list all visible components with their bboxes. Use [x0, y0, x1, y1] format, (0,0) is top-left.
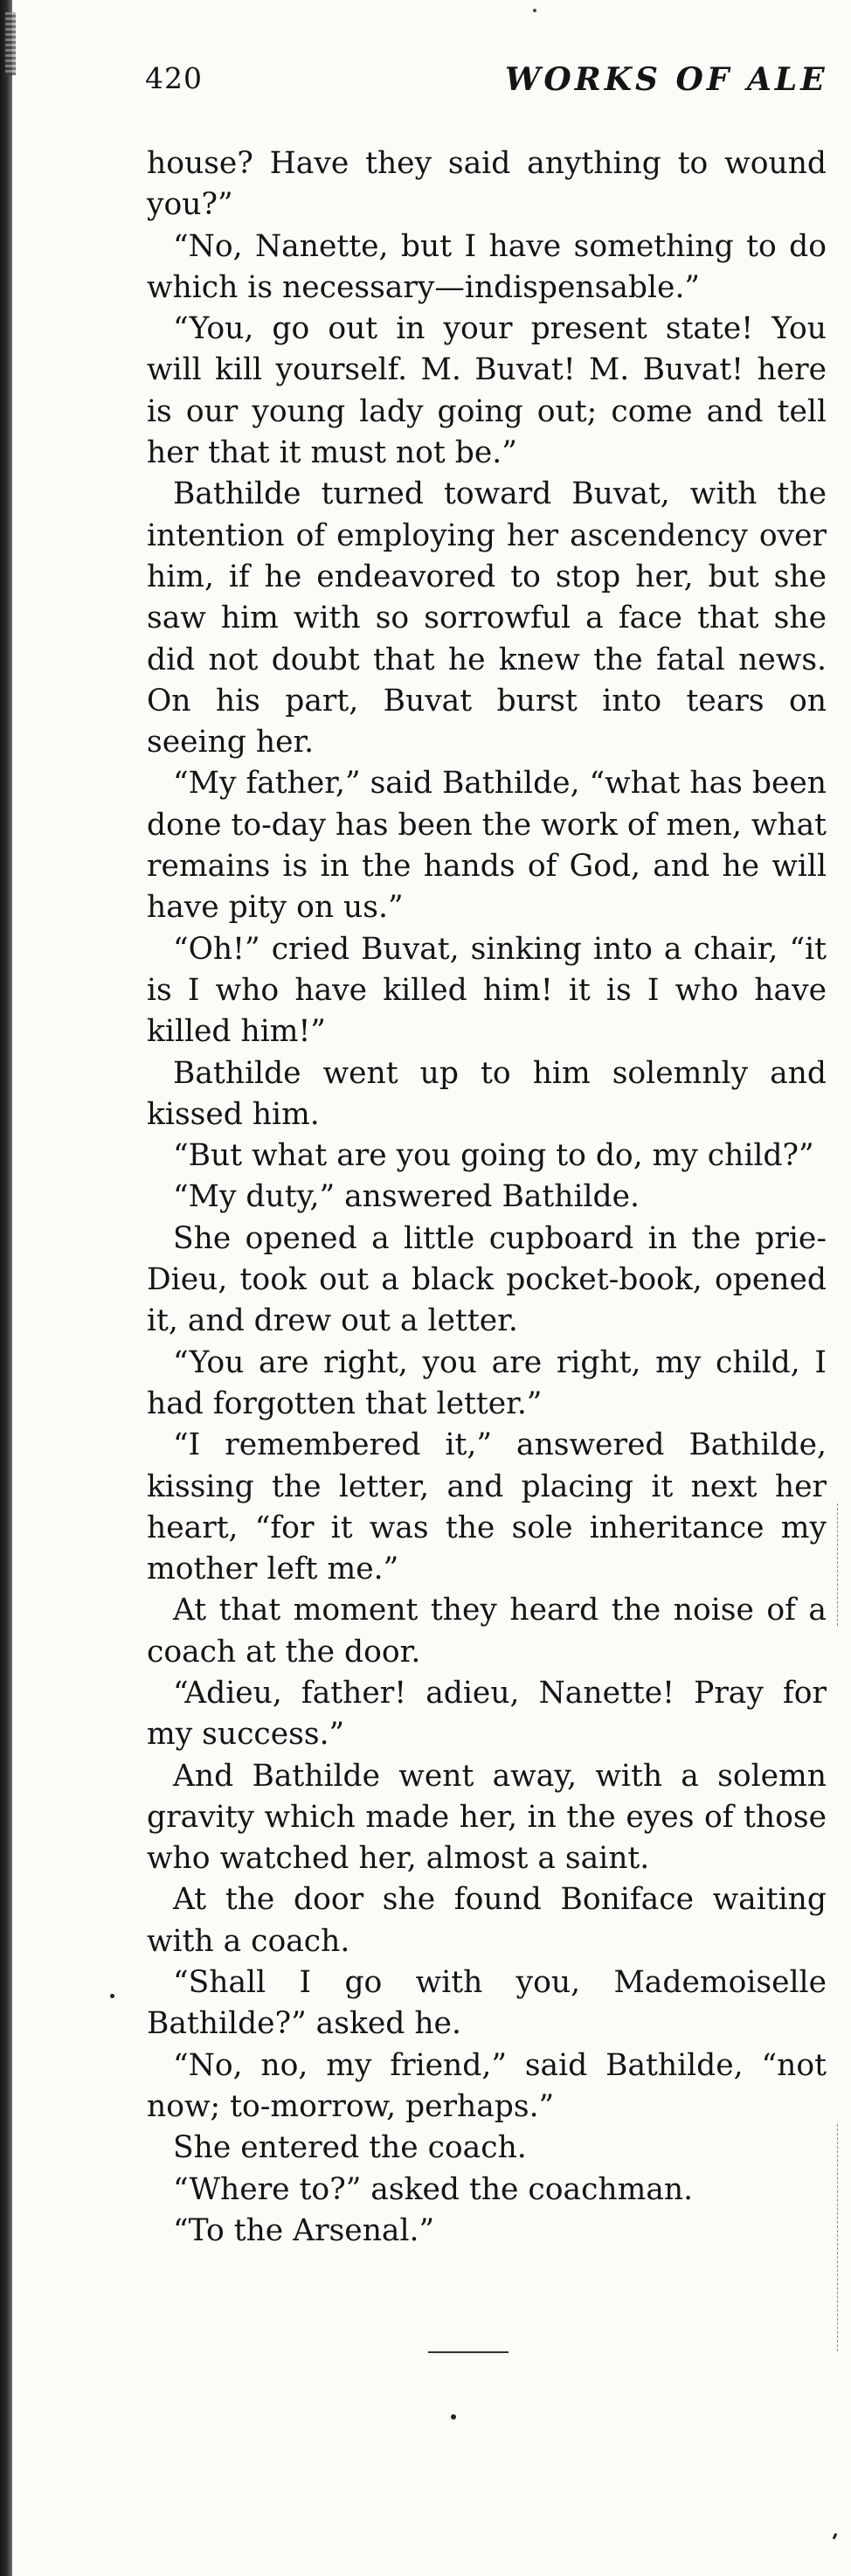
margin-tick	[833, 2533, 838, 2540]
page-number: 420	[145, 61, 203, 95]
body-text	[147, 143, 827, 2252]
paragraph: “Oh!” cried Buvat, sinking into a chair, “it is I who have killed him! it is I who have killed him!”	[147, 931, 827, 1050]
paragraph: And Bathilde went away, with a solemn gravity which made her, in the eyes of those who watched her, almost a saint.	[147, 1758, 827, 1877]
margin-edge-line	[837, 2124, 838, 2351]
paragraph: Bathilde went up to him solemnly and kissed him.	[147, 1055, 827, 1132]
margin-edge-line	[837, 1503, 838, 1626]
page-speck	[533, 9, 536, 12]
end-rule	[428, 2351, 509, 2353]
paragraph: house? Have they said anything to wound you?”	[147, 146, 827, 223]
ornament-dot	[451, 2414, 456, 2420]
paragraph: At that moment they heard the noise of a coach at the door.	[147, 1593, 827, 1670]
paragraph: “I remembered it,” answered Bathilde, kissing the letter, and placing it next her heart, “for it was the sole inheritance my mother left me.”	[147, 1427, 827, 1587]
paragraph: She entered the coach.	[173, 2130, 527, 2166]
paragraph: “My father,” said Bathilde, “what has been done to-day has been the work of men, what remains is in the hands of God, and he will have pity on us.”	[147, 766, 827, 926]
paragraph: At the door she found Boniface waiting with a coach.	[147, 1882, 827, 1959]
paragraph: “To the Arsenal.”	[173, 2212, 435, 2248]
binding-edge	[0, 0, 12, 2576]
paragraph: “You, go out in your present state! You will kill yourself. M. Buvat! M. Buvat! here is our young lady going out; come and tell her that it must not be.”	[147, 311, 827, 471]
binding-speckle	[5, 12, 16, 75]
paragraph: “My duty,” answered Bathilde.	[173, 1179, 640, 1215]
margin-dot	[110, 1994, 114, 1998]
page-header	[140, 61, 851, 114]
paragraph: “Shall I go with you, Mademoiselle Bathilde?” asked he.	[147, 1965, 827, 2042]
running-head: WORKS OF ALE	[505, 61, 828, 98]
paragraph: Bathilde turned toward Buvat, with the intention of employing her ascendency over him, if he endeavored to stop her, but she saw him with so sorrowful a face that she did not doubt that he knew the fatal news. On his part, Buvat burst into tears on seeing her.	[147, 476, 827, 760]
paragraph: “But what are you going to do, my child?”	[173, 1138, 814, 1174]
paragraph: “No, Nanette, but I have something to do which is necessary—indispensable.”	[147, 228, 827, 305]
paragraph: She opened a little cupboard in the prie-Dieu, took out a black pocket-book, opened it, and drew out a letter.	[147, 1220, 827, 1339]
paragraph: “Where to?” asked the coachman.	[173, 2171, 694, 2207]
paragraph: “No, no, my friend,” said Bathilde, “not now; to-morrow, perhaps.”	[147, 2047, 827, 2124]
paragraph: “Adieu, father! adieu, Nanette! Pray for my success.”	[147, 1675, 827, 1753]
paragraph: “You are right, you are right, my child, I had forgotten that letter.”	[147, 1344, 827, 1421]
